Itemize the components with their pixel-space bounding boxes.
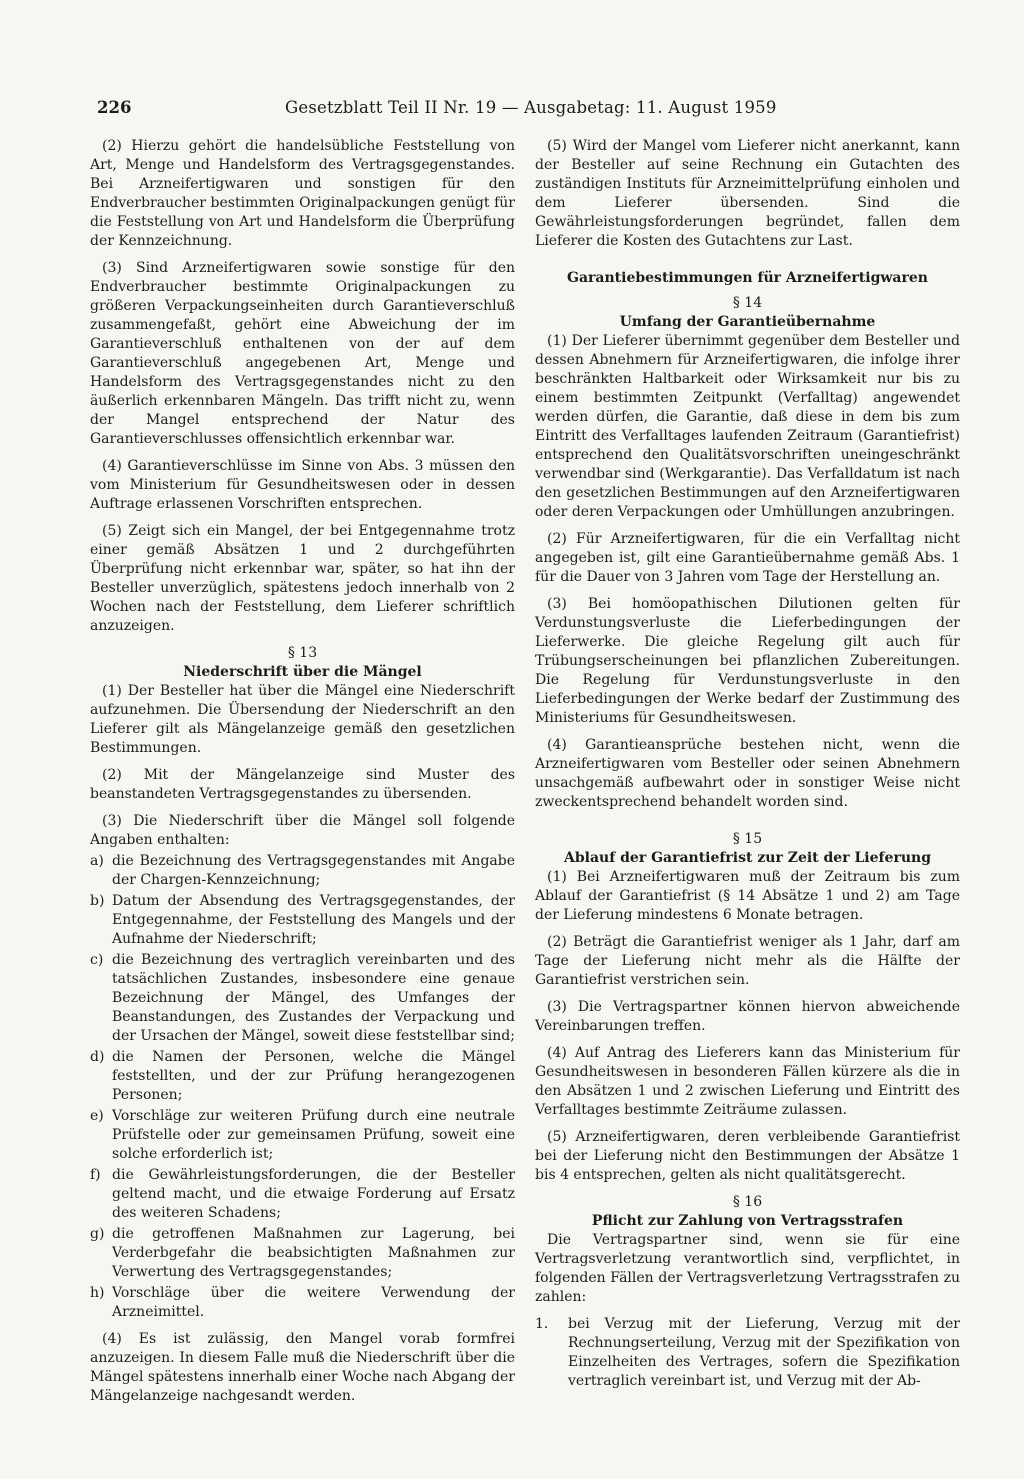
section-number: § 14 — [732, 295, 763, 311]
paragraph: (1) Der Lieferer übernimmt gegenüber dem Besteller und dessen Abnehmern für Arzneifertigwaren, die infolge ihrer beschränkten Haltbarkeit oder Wirksamkeit nur bis zu einem bestimmten Zeitpunkt (Verfalltag) angewendet werden dürfen, die Garantie, daß diese in dem bis zum Eintritt des Verfalltages laufenden Zeitraum (Garantiefrist) entsprechend den Qualitätsvorschriften uneingeschränkt verwendbar sind (Werkgarantie). Das Verfalldatum ist nach den gesetzlichen Bestimmungen auf den Arzneifertigwaren oder deren Verpackungen oder Umhüllungen anzubringen. — [535, 333, 960, 520]
list-item — [90, 1166, 515, 1223]
list-text: die getroffenen Maßnahmen zur Lagerung, bei Verderbgefahr die beabsichtigten Maßnahmen zur Verwertung des Vertragsgegenstandes; — [112, 1226, 515, 1280]
section-number: § 16 — [732, 1194, 763, 1210]
paragraph: (4) Es ist zulässig, den Mangel vorab formfrei anzuzeigen. In diesem Falle muß die Niederschrift über die Mängel spätestens innerhalb einer Woche nach Abgang der Mängelanzeige nachgesandt werden. — [90, 1331, 515, 1404]
list-text: die Namen der Personen, welche die Mängel feststellten, und der zur Prüfung herangezogenen Personen; — [112, 1049, 515, 1103]
list-item — [90, 892, 515, 949]
list-item — [90, 1107, 515, 1164]
section-title: Umfang der Garantieübernahme — [619, 314, 876, 330]
paragraph: Die Vertragspartner sind, wenn sie für eine Vertragsverletzung verantwortlich sind, verpflichtet, in folgenden Fällen der Vertragsverletzung Vertragsstrafen zu zahlen: — [535, 1232, 960, 1305]
list-text: Vorschläge zur weiteren Prüfung durch eine neutrale Prüfstelle oder zur gemeinsamen Prüfung, soweit eine solche erforderlich ist; — [112, 1108, 515, 1162]
list-label: c) — [90, 952, 104, 968]
list-label: e) — [90, 1108, 104, 1124]
list-text: die Bezeichnung des Vertragsgegenstandes mit Angabe der Chargen-Kennzeichnung; — [112, 853, 515, 888]
paragraph: (2) Für Arzneifertigwaren, für die ein Verfalltag nicht angegeben ist, gilt eine Garantieübernahme gemäß Abs. 1 für die Dauer von 3 Jahren vom Tage der Herstellung an. — [535, 531, 960, 585]
list-label: d) — [90, 1049, 105, 1065]
list-item — [90, 1048, 515, 1105]
left-column — [90, 137, 515, 1414]
list-text: bei Verzug mit der Lieferung, Verzug mit der Rechnungserteilung, Verzug mit der Spezifikation von Einzelheiten des Vertrages, sofern die Spezifikation vertraglich vereinbart ist, und Verzug mit der Ab- — [568, 1316, 960, 1389]
list-text: die Gewährleistungsforderungen, die der Besteller geltend macht, und die etwaige Forderung auf Ersatz des weiteren Schadens; — [112, 1167, 515, 1221]
paragraph: (2) Mit der Mängelanzeige sind Muster des beanstandeten Vertragsgegenstandes zu übersenden. — [90, 767, 515, 802]
paragraph: (3) Sind Arzneifertigwaren sowie sonstige für den Endverbraucher bestimmte Originalpackungen zu größeren Verpackungseinheiten durch Garantieverschluß zusammengefaßt, gehört eine Abweichung der im Garantieverschluß enthaltenen von der auf dem Garantieverschluß angegebenen Art, Menge und Handelsform des Vertragsgegenstandes nicht zu den äußerlich erkennbaren Mängeln. Das trifft nicht zu, wenn der Mangel entsprechend der Natur des Garantieverschlusses offensichtlich erkennbar war. — [90, 260, 515, 447]
requirements-list — [90, 852, 515, 1322]
paragraph: (3) Die Vertragspartner können hiervon abweichende Vereinbarungen treffen. — [535, 999, 960, 1034]
list-text: Datum der Absendung des Vertragsgegenstandes, der Entgegennahme, der Feststellung des Mangels und der Aufnahme der Niederschrift; — [112, 893, 515, 947]
list-item — [535, 1315, 960, 1391]
section-title: Ablauf der Garantiefrist zur Zeit der Lieferung — [564, 850, 931, 866]
list-item — [90, 852, 515, 890]
list-item — [90, 1284, 515, 1322]
list-label: b) — [90, 893, 105, 909]
section-title: Niederschrift über die Mängel — [183, 664, 422, 680]
list-label: g) — [90, 1226, 105, 1242]
section-title: Pflicht zur Zahlung von Vertragsstrafen — [591, 1213, 904, 1229]
paragraph: (5) Zeigt sich ein Mangel, der bei Entgegennahme trotz einer gemäß Absätzen 1 und 2 durchgeführten Überprüfung nicht erkennbar war, später, so hat ihn der Besteller unverzüglich, spätestens jedoch innerhalb von 2 Wochen nach der Feststellung, dem Lieferer schriftlich anzuzeigen. — [90, 523, 515, 634]
page-number: 226 — [97, 98, 132, 117]
paragraph: (5) Arzneifertigwaren, deren verbleibende Garantiefrist bei der Lieferung nicht den Bestimmungen der Absätze 1 bis 4 entsprechen, gelten als nicht qualitätsgerecht. — [535, 1129, 960, 1183]
paragraph: (2) Beträgt die Garantiefrist weniger als 1 Jahr, darf am Tage der Lieferung nicht mehr als die Hälfte der Garantiefrist verstrichen sein. — [535, 934, 960, 988]
right-column — [535, 137, 960, 1399]
paragraph: (4) Auf Antrag des Lieferers kann das Ministerium für Gesundheitswesen in besonderen Fällen kürzere als die in den Absätzen 1 und 2 zwischen Lieferung und Eintritt des Verfalltages bestimmte Zeiträume zulassen. — [535, 1045, 960, 1118]
running-head: Gesetzblatt Teil II Nr. 19 — Ausgabetag: 11. August 1959 — [285, 98, 777, 117]
paragraph: (1) Bei Arzneifertigwaren muß der Zeitraum bis zum Ablauf der Garantiefrist (§ 14 Absätze 1 und 2) am Tage der Lieferung mindestens 6 Monate betragen. — [535, 869, 960, 923]
paragraph: (4) Garantieverschlüsse im Sinne von Abs. 3 müssen den vom Ministerium für Gesundheitswesen oder in dessen Auftrage erlassenen Vorschriften entsprechen. — [90, 458, 515, 512]
list-label: 1. — [535, 1316, 549, 1332]
list-label: h) — [90, 1285, 105, 1301]
list-item — [90, 1225, 515, 1282]
paragraph: (3) Bei homöopathischen Dilutionen gelten für Verdunstungsverluste die Lieferbedingungen der Lieferwerke. Die gleiche Regelung gilt auch für Trübungserscheinungen bei pflanzlichen Zubereitungen. Die Regelung für Verdunstungsverluste in den Lieferbedingungen der Werke bedarf der Zustimmung des Ministeriums für Gesundheitswesen. — [535, 596, 960, 726]
section-number: § 13 — [287, 645, 318, 661]
paragraph: (3) Die Niederschrift über die Mängel soll folgende Angaben enthalten: — [90, 813, 515, 848]
paragraph: (2) Hierzu gehört die handelsübliche Feststellung von Art, Menge und Handelsform des Vertragsgegenstandes. Bei Arzneifertigwaren und sonstigen für den Endverbraucher bestimmten Originalpackungen genügt für die Feststellung von Art und Handelsform die Überprüfung der Kennzeichnung. — [90, 138, 515, 249]
list-label: a) — [90, 853, 104, 869]
chapter-heading: Garantiebestimmungen für Arzneifertigwaren — [567, 270, 928, 286]
list-text: Vorschläge über die weitere Verwendung der Arzneimittel. — [112, 1285, 515, 1320]
penalty-list — [535, 1315, 960, 1391]
list-item — [90, 951, 515, 1046]
paragraph: (1) Der Besteller hat über die Mängel eine Niederschrift aufzunehmen. Die Übersendung der Niederschrift an den Lieferer gilt als Mängelanzeige gemäß den gesetzlichen Bestimmungen. — [90, 683, 515, 756]
paragraph: (5) Wird der Mangel vom Lieferer nicht anerkannt, kann der Besteller auf seine Rechnung ein Gutachten des zuständigen Instituts für Arzneimittelprüfung einholen und dem Lieferer übersenden. Sind die Gewährleistungsforderungen begründet, fallen dem Lieferer die Kosten des Gutachtens zur Last. — [535, 138, 960, 249]
list-text: die Bezeichnung des vertraglich vereinbarten und des tatsächlichen Zustandes, insbesondere eine genaue Bezeichnung der Mängel, des Umfanges der Beanstandungen, des Zustandes der Verpackung und der Ursachen der Mängel, soweit diese feststellbar sind; — [112, 952, 515, 1044]
list-label: f) — [90, 1167, 101, 1183]
section-number: § 15 — [732, 831, 763, 847]
paragraph: (4) Garantieansprüche bestehen nicht, wenn die Arzneifertigwaren vom Besteller oder seinen Abnehmern unsachgemäß aufbewahrt oder in sonstiger Weise nicht zweckentsprechend behandelt worden sind. — [535, 737, 960, 810]
